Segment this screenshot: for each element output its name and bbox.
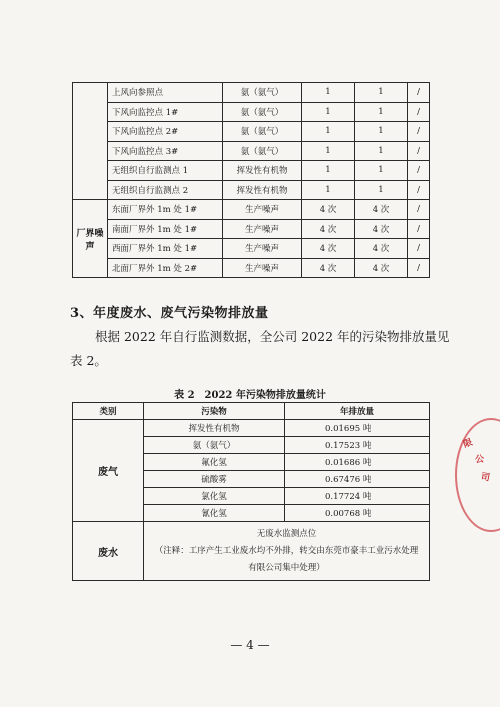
monitoring-point: 上风向参照点	[108, 83, 223, 103]
annual-amount: 0.00768 吨	[285, 505, 430, 522]
frequency-b: 1	[355, 102, 408, 122]
remark: /	[408, 258, 430, 278]
category-gas: 废气	[73, 420, 144, 522]
table-caption: 表 2 2022 年污染物排放量统计	[174, 390, 326, 401]
table-row	[73, 200, 430, 220]
frequency-b: 1	[355, 141, 408, 161]
monitoring-point: 无组织自行监测点 2	[108, 180, 223, 200]
frequency-b: 1	[355, 161, 408, 181]
pollutant-name: 氟化氢	[144, 454, 285, 471]
frequency-a: 4 次	[302, 258, 355, 278]
remark: /	[408, 141, 430, 161]
company-seal: 限 公 司	[455, 418, 500, 518]
page-number: — 4 —	[230, 638, 270, 652]
group-label-noise: 厂界噪声	[73, 200, 108, 278]
monitoring-point: 西面厂界外 1m 处 1#	[108, 239, 223, 259]
monitoring-item: 生产噪声	[223, 200, 302, 220]
category-water: 废水	[73, 522, 144, 581]
emissions-header-row	[73, 403, 430, 420]
header-category: 类别	[73, 403, 144, 420]
table-row	[73, 83, 430, 103]
group-label	[73, 83, 108, 200]
annual-amount: 0.01695 吨	[285, 420, 430, 437]
monitoring-point: 下风向监控点 3#	[108, 141, 223, 161]
body-paragraph: 根据 2022 年自行监测数据，全公司 2022 年的污染物排放量见表 2。	[70, 329, 450, 368]
monitoring-item: 挥发性有机物	[223, 161, 302, 181]
monitoring-point: 无组织自行监测点 1	[108, 161, 223, 181]
remark: /	[408, 161, 430, 181]
pollutant-name: 氯化氢	[144, 488, 285, 505]
frequency-a: 1	[302, 83, 355, 103]
remark: /	[408, 180, 430, 200]
table-row	[73, 522, 430, 581]
annual-amount: 0.67476 吨	[285, 471, 430, 488]
frequency-b: 4 次	[355, 219, 408, 239]
note-line: （注释：工序产生工业废水均不外排，转交由东莞市豪丰工业污水处理	[154, 545, 419, 556]
frequency-b: 1	[355, 180, 408, 200]
annual-amount: 0.17724 吨	[285, 488, 430, 505]
note-line: 有限公司集中处理）	[248, 562, 325, 573]
table-row	[73, 180, 430, 200]
frequency-a: 4 次	[302, 239, 355, 259]
frequency-a: 1	[302, 180, 355, 200]
pollutant-name: 氰化氢	[144, 505, 285, 522]
frequency-a: 1	[302, 122, 355, 142]
table-row	[73, 141, 430, 161]
table-row	[73, 239, 430, 259]
pollutant-name: 挥发性有机物	[144, 420, 285, 437]
monitoring-item: 氨（氨气）	[223, 83, 302, 103]
table-row	[73, 122, 430, 142]
section-heading: 3、年度废水、废气污染物排放量	[70, 306, 269, 321]
table-row	[73, 258, 430, 278]
monitoring-item: 挥发性有机物	[223, 180, 302, 200]
header-pollutant: 污染物	[144, 403, 285, 420]
remark: /	[408, 200, 430, 220]
header-amount: 年排放量	[285, 403, 430, 420]
remark: /	[408, 239, 430, 259]
remark: /	[408, 102, 430, 122]
frequency-a: 1	[302, 161, 355, 181]
monitoring-point: 东面厂界外 1m 处 1#	[108, 200, 223, 220]
frequency-b: 4 次	[355, 258, 408, 278]
frequency-a: 1	[302, 141, 355, 161]
table-row	[73, 219, 430, 239]
pollutant-name: 氨（氨气）	[144, 437, 285, 454]
annual-amount: 0.17523 吨	[285, 437, 430, 454]
monitoring-point: 南面厂界外 1m 处 1#	[108, 219, 223, 239]
monitoring-point: 下风向监控点 2#	[108, 122, 223, 142]
table-row	[73, 420, 430, 437]
monitoring-item: 生产噪声	[223, 219, 302, 239]
frequency-b: 1	[355, 83, 408, 103]
monitoring-item: 生产噪声	[223, 258, 302, 278]
remark: /	[408, 83, 430, 103]
note-line: 无废水监测点位	[256, 528, 317, 539]
monitoring-item: 生产噪声	[223, 239, 302, 259]
monitoring-item: 氨（氨气）	[223, 141, 302, 161]
frequency-b: 4 次	[355, 200, 408, 220]
table-row	[73, 102, 430, 122]
annual-amount: 0.01686 吨	[285, 454, 430, 471]
emissions-table	[72, 402, 430, 581]
frequency-b: 4 次	[355, 239, 408, 259]
pollutant-name: 硫酸雾	[144, 471, 285, 488]
monitoring-table	[72, 82, 430, 278]
wastewater-note	[144, 522, 430, 581]
frequency-a: 1	[302, 102, 355, 122]
table-row	[73, 161, 430, 181]
remark: /	[408, 219, 430, 239]
remark: /	[408, 122, 430, 142]
monitoring-item: 氨（氨气）	[223, 122, 302, 142]
frequency-b: 1	[355, 122, 408, 142]
frequency-a: 4 次	[302, 219, 355, 239]
frequency-a: 4 次	[302, 200, 355, 220]
monitoring-point: 下风向监控点 1#	[108, 102, 223, 122]
monitoring-point: 北面厂界外 1m 处 2#	[108, 258, 223, 278]
monitoring-item: 氨（氨气）	[223, 102, 302, 122]
